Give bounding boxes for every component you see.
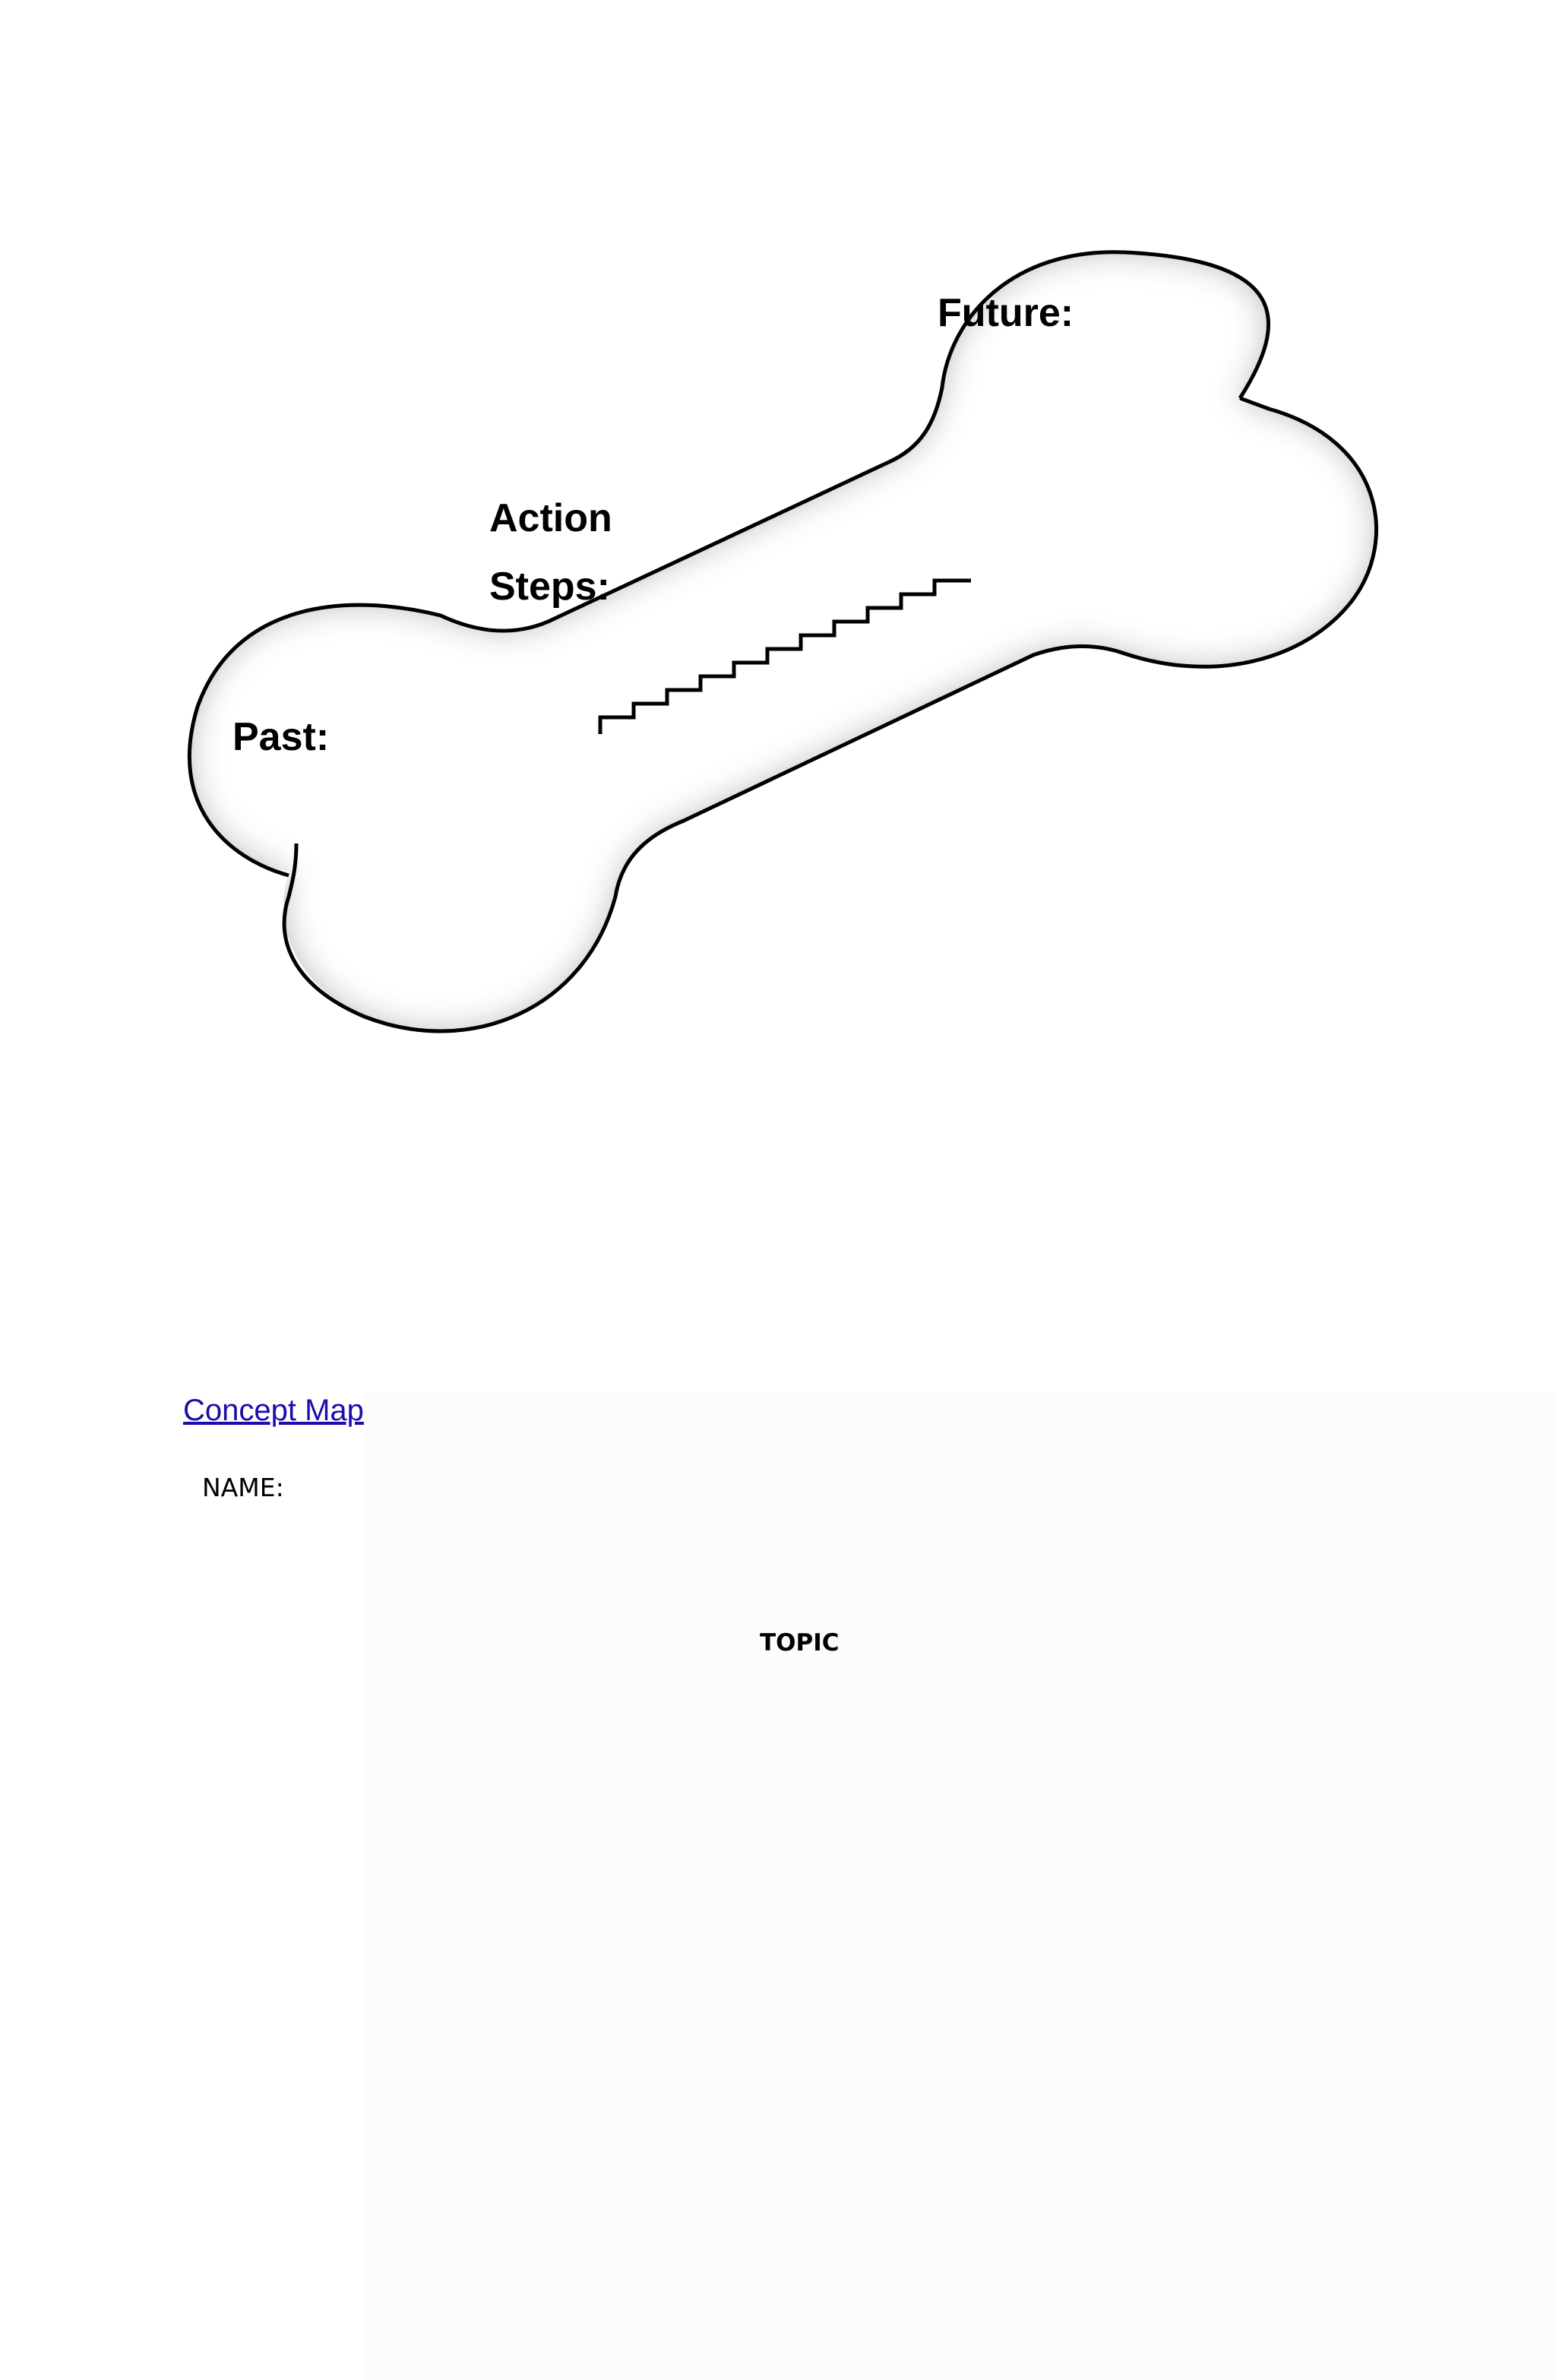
bone-graphic (0, 0, 1556, 1140)
steps-label: Steps: (489, 565, 610, 609)
concept-map-area (363, 1392, 1556, 2380)
bone-shape (189, 252, 1376, 1031)
name-field-label: NAME: (202, 1473, 284, 1502)
past-label: Past: (232, 715, 330, 759)
future-label: Future: (938, 291, 1074, 335)
topic-label: TOPIC (760, 1629, 840, 1657)
action-label: Action (489, 496, 612, 540)
concept-map-link[interactable]: Concept Map (183, 1394, 364, 1427)
